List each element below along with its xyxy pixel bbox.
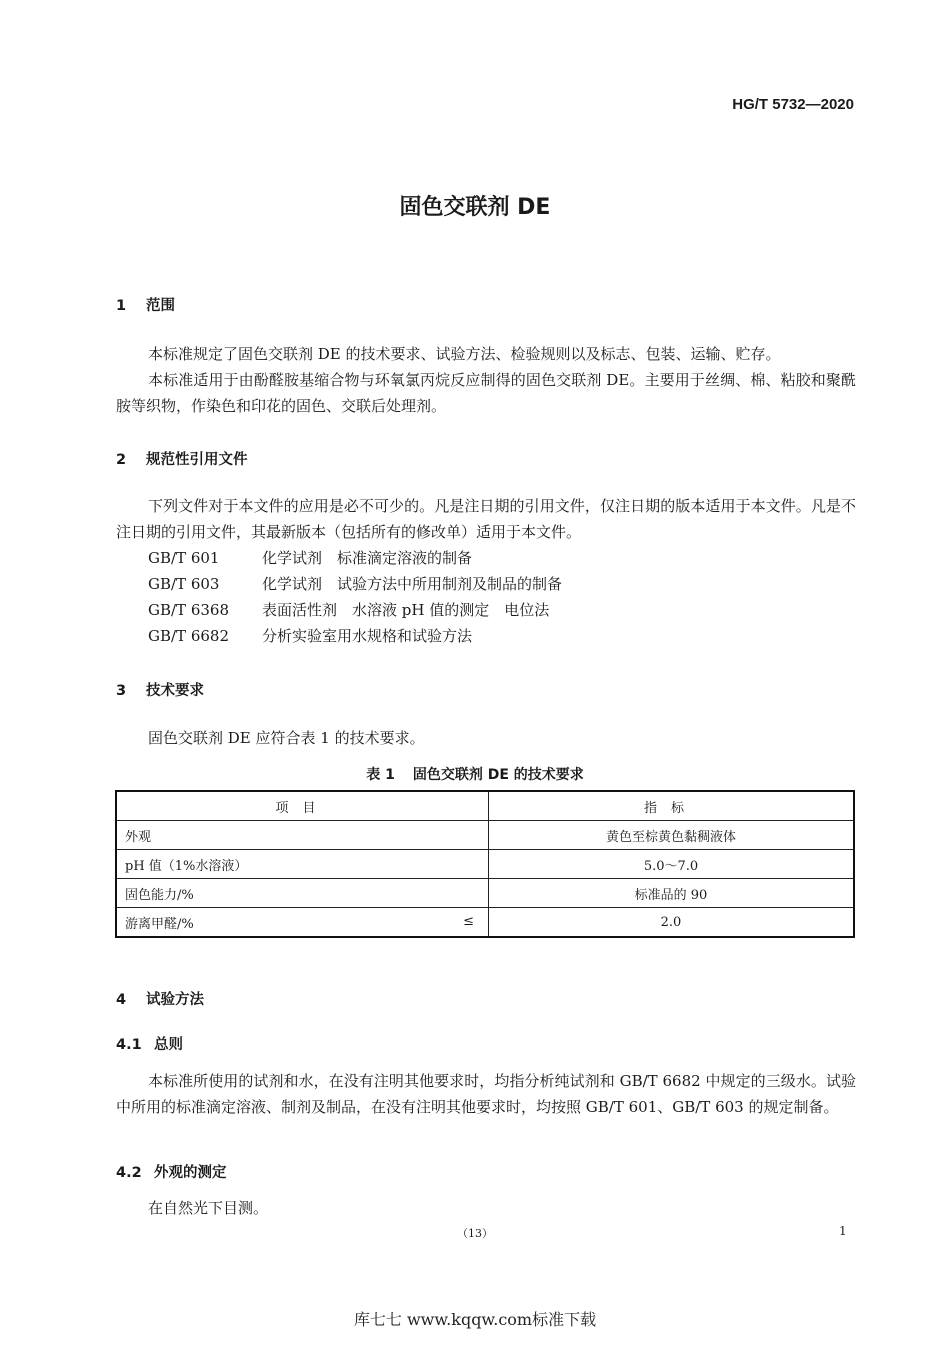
reference-item xyxy=(148,545,562,571)
paragraph: 下列文件对于本文件的应用是必不可少的。凡是注日期的引用文件，仅注日期的版本适用于本文件。凡是不注日期的引用文件，其最新版本（包括所有的修改单）适用于本文件。 xyxy=(116,497,856,541)
section-title: 试验方法 xyxy=(146,992,204,1008)
paragraph: 在自然光下目测。 xyxy=(148,1199,269,1217)
table-title: 固色交联剂 DE 的技术要求 xyxy=(412,767,584,783)
section-number: 4.2 xyxy=(116,1165,142,1181)
reference-title: 表面活性剂 水溶液 pH 值的测定 电位法 xyxy=(262,601,550,619)
paragraph: 本标准规定了固色交联剂 DE 的技术要求、试验方法、检验规则以及标志、包装、运输、贮存。 xyxy=(148,345,781,363)
reference-code: GB/T 603 xyxy=(148,575,220,593)
table-row xyxy=(116,879,854,908)
section-number: 3 xyxy=(116,683,127,699)
header-item: 项目 xyxy=(116,791,489,821)
less-equal-mark: ≤ xyxy=(463,914,474,929)
section-title: 技术要求 xyxy=(146,683,204,699)
standard-code: HG/T 5732—2020 xyxy=(732,96,854,113)
row-item: 游离甲醛/% ≤ xyxy=(116,908,489,938)
reference-code: GB/T 6682 xyxy=(148,627,230,645)
row-value: 黄色至棕黄色黏稠液体 xyxy=(489,821,855,850)
reference-code: GB/T 601 xyxy=(148,549,220,567)
section-title: 外观的测定 xyxy=(154,1165,227,1181)
section-title: 规范性引用文件 xyxy=(146,452,248,468)
page-number-center: （13） xyxy=(457,1227,493,1240)
reference-title: 化学试剂 试验方法中所用制剂及制品的制备 xyxy=(262,575,563,593)
row-item: 固色能力/% xyxy=(116,879,489,908)
section-number: 4.1 xyxy=(116,1037,142,1053)
section-4-1-body xyxy=(116,1068,856,1120)
paragraph: 固色交联剂 DE 应符合表 1 的技术要求。 xyxy=(148,729,425,747)
section-2-heading xyxy=(116,448,248,469)
reference-item xyxy=(148,597,562,623)
reference-list xyxy=(148,545,562,649)
reference-title: 分析实验室用水规格和试验方法 xyxy=(262,627,473,645)
section-1-heading xyxy=(116,294,175,315)
section-4-2-body xyxy=(116,1195,856,1221)
section-3-body xyxy=(116,725,856,751)
section-title: 总则 xyxy=(154,1037,183,1053)
table-header-row xyxy=(116,791,854,821)
row-value: 2.0 xyxy=(489,908,855,938)
section-3-heading xyxy=(116,679,204,700)
section-4-2-heading xyxy=(116,1161,227,1182)
table-row xyxy=(116,850,854,879)
requirements-table xyxy=(115,790,855,938)
section-number: 4 xyxy=(116,992,127,1008)
section-number: 1 xyxy=(116,298,127,314)
section-4-heading xyxy=(116,988,204,1009)
row-item: pH 值（1%水溶液） xyxy=(116,850,489,879)
section-4-1-heading xyxy=(116,1033,183,1054)
reference-item xyxy=(148,623,562,649)
table-row xyxy=(116,821,854,850)
section-title: 范围 xyxy=(146,298,175,314)
reference-item xyxy=(148,571,562,597)
paragraph: 本标准适用于由酚醛胺基缩合物与环氧氯丙烷反应制得的固色交联剂 DE。主要用于丝绸、棉、粘胶和聚酰胺等织物，作染色和印花的固色、交联后处理剂。 xyxy=(116,371,856,415)
header-value: 指标 xyxy=(489,791,855,821)
section-1-body xyxy=(116,341,856,419)
row-value: 标准品的 90 xyxy=(489,879,855,908)
paragraph: 本标准所使用的试剂和水，在没有注明其他要求时，均指分析纯试剂和 GB/T 6682 中规定的三级水。试验中所用的标准滴定溶液、制剂及制品，在没有注明其他要求时，均按照 GB/T 601、GB/T 603 的规定制备。 xyxy=(116,1072,856,1116)
page-number: 1 xyxy=(839,1224,847,1238)
section-2-body xyxy=(116,493,856,545)
row-value: 5.0～7.0 xyxy=(489,850,855,879)
section-number: 2 xyxy=(116,452,127,468)
document-title: 固色交联剂 DE xyxy=(399,195,551,220)
reference-title: 化学试剂 标准滴定溶液的制备 xyxy=(262,549,473,567)
watermark-text: 库七七 www.kqqw.com标准下载 xyxy=(353,1310,597,1329)
row-item: 外观 xyxy=(116,821,489,850)
table-row xyxy=(116,908,854,938)
reference-code: GB/T 6368 xyxy=(148,601,230,619)
table-caption xyxy=(0,764,950,784)
table-number: 表 1 xyxy=(366,767,395,783)
